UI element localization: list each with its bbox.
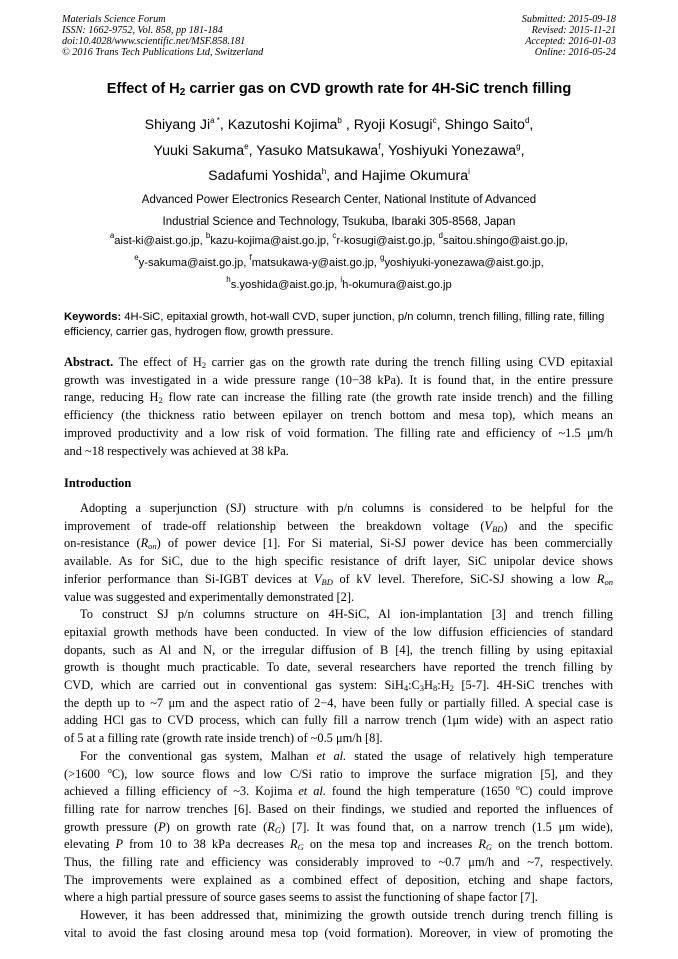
email-link[interactable]: y-sakuma@aist.go.jp,	[138, 257, 250, 269]
text-line	[64, 836, 613, 854]
text-run: The effect of H	[113, 355, 202, 369]
author-line	[40, 139, 638, 165]
author-mark: h	[321, 167, 327, 176]
author-name: Yoshiyuki Yonezawa	[384, 142, 517, 159]
abstract-line: growth was investigated in a wide pressure range (10−38 kPa). It is found that, in the entire pressure	[64, 372, 613, 387]
abstract-line: efficiency (the thickness ratio between epilayer on trench bottom and mesa top), which means an	[64, 408, 613, 423]
author-mark: a *	[210, 116, 220, 125]
author-mark: f	[378, 141, 381, 151]
author-mark: g	[516, 141, 521, 151]
text-run: from 10 to 38 kPa decreases	[123, 837, 291, 852]
author-name: Shiyang Ji	[144, 117, 211, 133]
math-sub: G	[485, 842, 493, 853]
math-sub: G	[274, 824, 281, 835]
text-run: range, reducing H	[64, 390, 159, 405]
author-name: Ryoji Kosugi	[349, 117, 433, 133]
math-var: R	[140, 536, 149, 551]
text-run: of kV level. Therefore, SiC-SJ showing a low	[332, 571, 597, 586]
author-sep: , and	[326, 168, 358, 184]
text-run: C) could improve	[519, 784, 613, 799]
paragraph	[64, 748, 613, 907]
math-sub: BD	[492, 523, 504, 534]
author-sep: ,	[520, 142, 525, 159]
math-sub: BD	[321, 576, 333, 587]
author-sep: ,	[529, 117, 534, 133]
email-mark: h	[226, 275, 231, 284]
text-run: ) and the specific	[503, 518, 613, 533]
italic-run: et al.	[316, 748, 347, 763]
author-mark: i	[468, 167, 470, 176]
keywords-text: 4H-SiC, epitaxial growth, hot-wall CVD, super junction, p/n column, trench filling, filling rate, filling efficiency, carrier gas, hydrogen flow, growth pressure.	[64, 311, 605, 338]
abstract-line: improved productivity and a low risk of void formation. The filling rate and efficiency of ~1.5 μm/h	[64, 425, 613, 440]
math-var: P	[115, 837, 124, 852]
email-list	[40, 230, 638, 296]
abstract-line	[64, 354, 613, 372]
author-name: Yuuki Sakuma	[153, 142, 245, 159]
author-line	[40, 113, 638, 139]
text-run: ) of power device [1]. For Si material, Si-SJ power device has been commercially	[156, 536, 613, 551]
journal-doi[interactable]: doi:10.4028/www.scientific.net/MSF.858.181	[62, 36, 246, 47]
author-sep: ,	[219, 117, 224, 133]
affiliation	[40, 189, 638, 233]
text-run: C), low source flows and low C/Si ratio to improve the surface migration [5], and they	[111, 766, 613, 781]
abstract	[64, 354, 613, 460]
text-line: available. As for SiC, due to the high specific resistance of drift layer, SiC unipolar device shows	[64, 554, 613, 569]
title-part: Effect of H	[106, 81, 180, 97]
text-run: on-resistance (	[64, 536, 141, 551]
text-line: adding HCl gas to CVD process, which can fully fill a narrow trench (1μm wide) with an aspect ratio	[64, 713, 613, 728]
date-accepted: Accepted: 2016-01-03	[525, 36, 616, 47]
journal-info	[62, 14, 263, 58]
email-mark: i	[340, 275, 343, 284]
text-line: where a high partial pressure of source gases seems to assist the functioning of shape factor [7].	[64, 890, 538, 905]
subscript: 8	[433, 683, 438, 694]
text-line	[64, 535, 613, 553]
author-name: Kazutoshi Kojima	[223, 117, 338, 133]
text-run: on the mesa top and increases	[303, 837, 479, 852]
author-mark: b	[337, 116, 342, 125]
author-list	[40, 113, 638, 190]
text-run: ) [7]. It was found that, on a narrow trench (1.5 μm wide),	[281, 819, 613, 834]
date-submitted: Submitted: 2015-09-18	[521, 14, 616, 25]
email-link[interactable]: h-okumura@aist.go.jp	[342, 279, 452, 291]
author-mark: e	[244, 141, 249, 151]
text-run: H	[424, 678, 433, 693]
math-var: R	[596, 571, 605, 586]
abstract-line	[64, 389, 613, 407]
author-sep: ,	[436, 117, 441, 133]
text-line: of 5 at a filling rate (growth rate inside trench) of ~0.5 μm/h [8].	[64, 731, 383, 746]
subscript: 2	[158, 395, 163, 406]
paragraph	[64, 907, 613, 942]
text-run: inferior performance than Si-IGBT devices at	[64, 571, 314, 586]
email-line	[40, 252, 638, 274]
text-line	[64, 783, 613, 801]
email-link[interactable]: kazu-kojima@aist.go.jp,	[210, 235, 333, 247]
text-line: value was suggested and experimentally demonstrated [2].	[64, 589, 355, 604]
date-online: Online: 2016-05-24	[534, 47, 616, 58]
email-link[interactable]: r-kosugi@aist.go.jp,	[336, 235, 439, 247]
email-link[interactable]: s.yoshida@aist.go.jp,	[230, 279, 341, 291]
text-line: vital to avoid the fast closing around mesa top (void formation). Moreover, in view of promoting the	[64, 925, 613, 940]
math-var: V	[484, 518, 493, 533]
email-mark: b	[205, 231, 211, 240]
author-name: Hajime Okumura	[357, 168, 469, 184]
text-line: the depth up to ~7 μm and the aspect ratio of 2−4, have been fully or partially filled. A special case is	[64, 695, 613, 710]
text-run: carrier gas on the growth rate during the trench filling using CVD epitaxial	[206, 355, 613, 369]
email-link[interactable]: aist-ki@aist.go.jp,	[114, 235, 206, 247]
paragraph	[64, 500, 613, 606]
email-mark: d	[438, 231, 443, 240]
text-run: [5-7]. 4H-SiC trenches with	[453, 678, 614, 693]
text-line: epitaxial growth methods have been conducted. In view of the low diffusion efficiencies of standard	[64, 624, 613, 639]
math-sub: on	[148, 541, 157, 552]
subscript: 4	[403, 683, 409, 694]
title-subscript: 2	[179, 87, 186, 98]
section-heading-introduction: Introduction	[64, 476, 132, 490]
subscript: 3	[419, 683, 425, 694]
text-line	[64, 819, 613, 837]
affiliation-line: Industrial Science and Technology, Tsukuba, Ibaraki 305-8568, Japan	[162, 216, 516, 228]
author-mark: c	[432, 116, 437, 125]
text-line: filling rate for narrow trenches [6]. Based on their findings, we studied and reported the influences of	[64, 801, 613, 816]
journal-copyright: © 2016 Trans Tech Publications Ltd, Switzerland	[62, 47, 264, 58]
text-run: elevating	[64, 837, 116, 852]
text-line	[64, 766, 613, 784]
paper-title	[40, 81, 638, 97]
text-line: However, it has been addressed that, minimizing the growth outside trench during trench filling is	[80, 908, 613, 923]
email-line	[40, 230, 638, 252]
publication-dates	[522, 14, 616, 58]
author-sep: ,	[248, 142, 253, 159]
keywords-label: Keywords:	[64, 311, 122, 323]
text-line: Thus, the filling rate and efficiency was considerably improved to ~0.7 μm/h and ~7, respectively.	[64, 855, 613, 870]
text-run: on the trench bottom.	[492, 837, 613, 852]
math-sub: G	[297, 842, 304, 853]
italic-run: et al.	[298, 784, 326, 799]
text-run: growth pressure (	[64, 819, 159, 834]
text-line	[64, 518, 613, 536]
text-line	[64, 677, 613, 695]
superscript: o	[515, 783, 520, 793]
text-line	[64, 748, 613, 766]
affiliation-line: Advanced Power Electronics Research Center, National Institute of Advanced	[141, 194, 537, 206]
keywords	[64, 310, 613, 340]
email-link[interactable]: matsukawa-y@aist.go.jp,	[251, 257, 380, 269]
paragraph	[64, 606, 613, 748]
email-line	[40, 274, 638, 296]
text-run: :C	[408, 678, 420, 693]
text-run: flow rate can increase the filling rate (the growth rate inside trench) and the filling	[162, 390, 614, 405]
email-mark: c	[332, 231, 337, 240]
subscript: 2	[449, 683, 454, 694]
journal-issn: ISSN: 1662-9752, Vol. 858, pp 181-184	[62, 25, 223, 36]
text-line: dopants, such as Al and N, or the irregular diffusion of B [4], the trench filling by using epitaxial	[64, 642, 613, 657]
date-revised: Revised: 2015-11-21	[531, 25, 616, 36]
subscript: 2	[201, 360, 207, 370]
math-var: R	[267, 819, 275, 834]
math-sub: on	[604, 576, 613, 587]
text-line	[64, 571, 613, 589]
text-run: found the high temperature (1650	[325, 784, 516, 799]
email-mark: e	[134, 253, 139, 262]
author-name: Shingo Saito	[440, 117, 525, 133]
author-name: Yasuko Matsukawa	[252, 142, 379, 159]
abstract-label: Abstract.	[64, 355, 114, 369]
text-line: The improvements were explained as a combined effect of deposition, etching and shape factors,	[64, 872, 613, 887]
author-name: Sadafumi Yoshida	[208, 168, 322, 184]
introduction-body	[64, 500, 613, 943]
author-sep: ,	[341, 117, 350, 133]
text-run: achieved a filling efficiency of ~3. Kojima	[64, 784, 299, 799]
text-run: stated the usage of relatively high temperature	[346, 748, 613, 763]
text-run: improvement of trade-off relationship between the breakdown voltage (	[64, 518, 485, 533]
superscript: o	[107, 765, 112, 775]
email-link[interactable]: yoshiyuki-yonezawa@aist.go.jp,	[384, 257, 544, 269]
author-sep: ,	[380, 142, 385, 159]
author-line	[40, 164, 638, 190]
math-var: R	[478, 837, 486, 852]
math-var: R	[290, 837, 298, 852]
text-run: CVD, which are carried out in conventional gas system: SiH	[64, 678, 404, 693]
author-mark: d	[524, 116, 530, 125]
math-var: V	[313, 571, 322, 586]
math-var: P	[158, 819, 166, 834]
title-part: carrier gas on CVD growth rate for 4H-SiC trench filling	[185, 81, 572, 97]
email-mark: g	[379, 253, 385, 262]
text-run: For the conventional gas system, Malhan	[80, 748, 317, 763]
email-link[interactable]: saitou.shingo@aist.go.jp,	[442, 235, 569, 247]
text-run: ) on growth rate (	[165, 819, 268, 834]
journal-name: Materials Science Forum	[62, 14, 166, 25]
abstract-line: and ~18 respectively was achieved at 38 kPa.	[64, 443, 289, 458]
email-mark: a	[109, 231, 115, 240]
email-mark: f	[249, 253, 252, 262]
text-line: growth is thought much practicable. To date, several researchers have reported the trench filling by	[64, 660, 613, 675]
text-line: Adopting a superjunction (SJ) structure with p/n columns is considered to be helpful for the	[80, 501, 613, 515]
text-line: To construct SJ p/n columns structure on 4H-SiC, Al ion-implantation [3] and trench filling	[80, 607, 613, 622]
text-run: :H	[437, 678, 450, 693]
text-run: (>1600	[64, 766, 108, 781]
